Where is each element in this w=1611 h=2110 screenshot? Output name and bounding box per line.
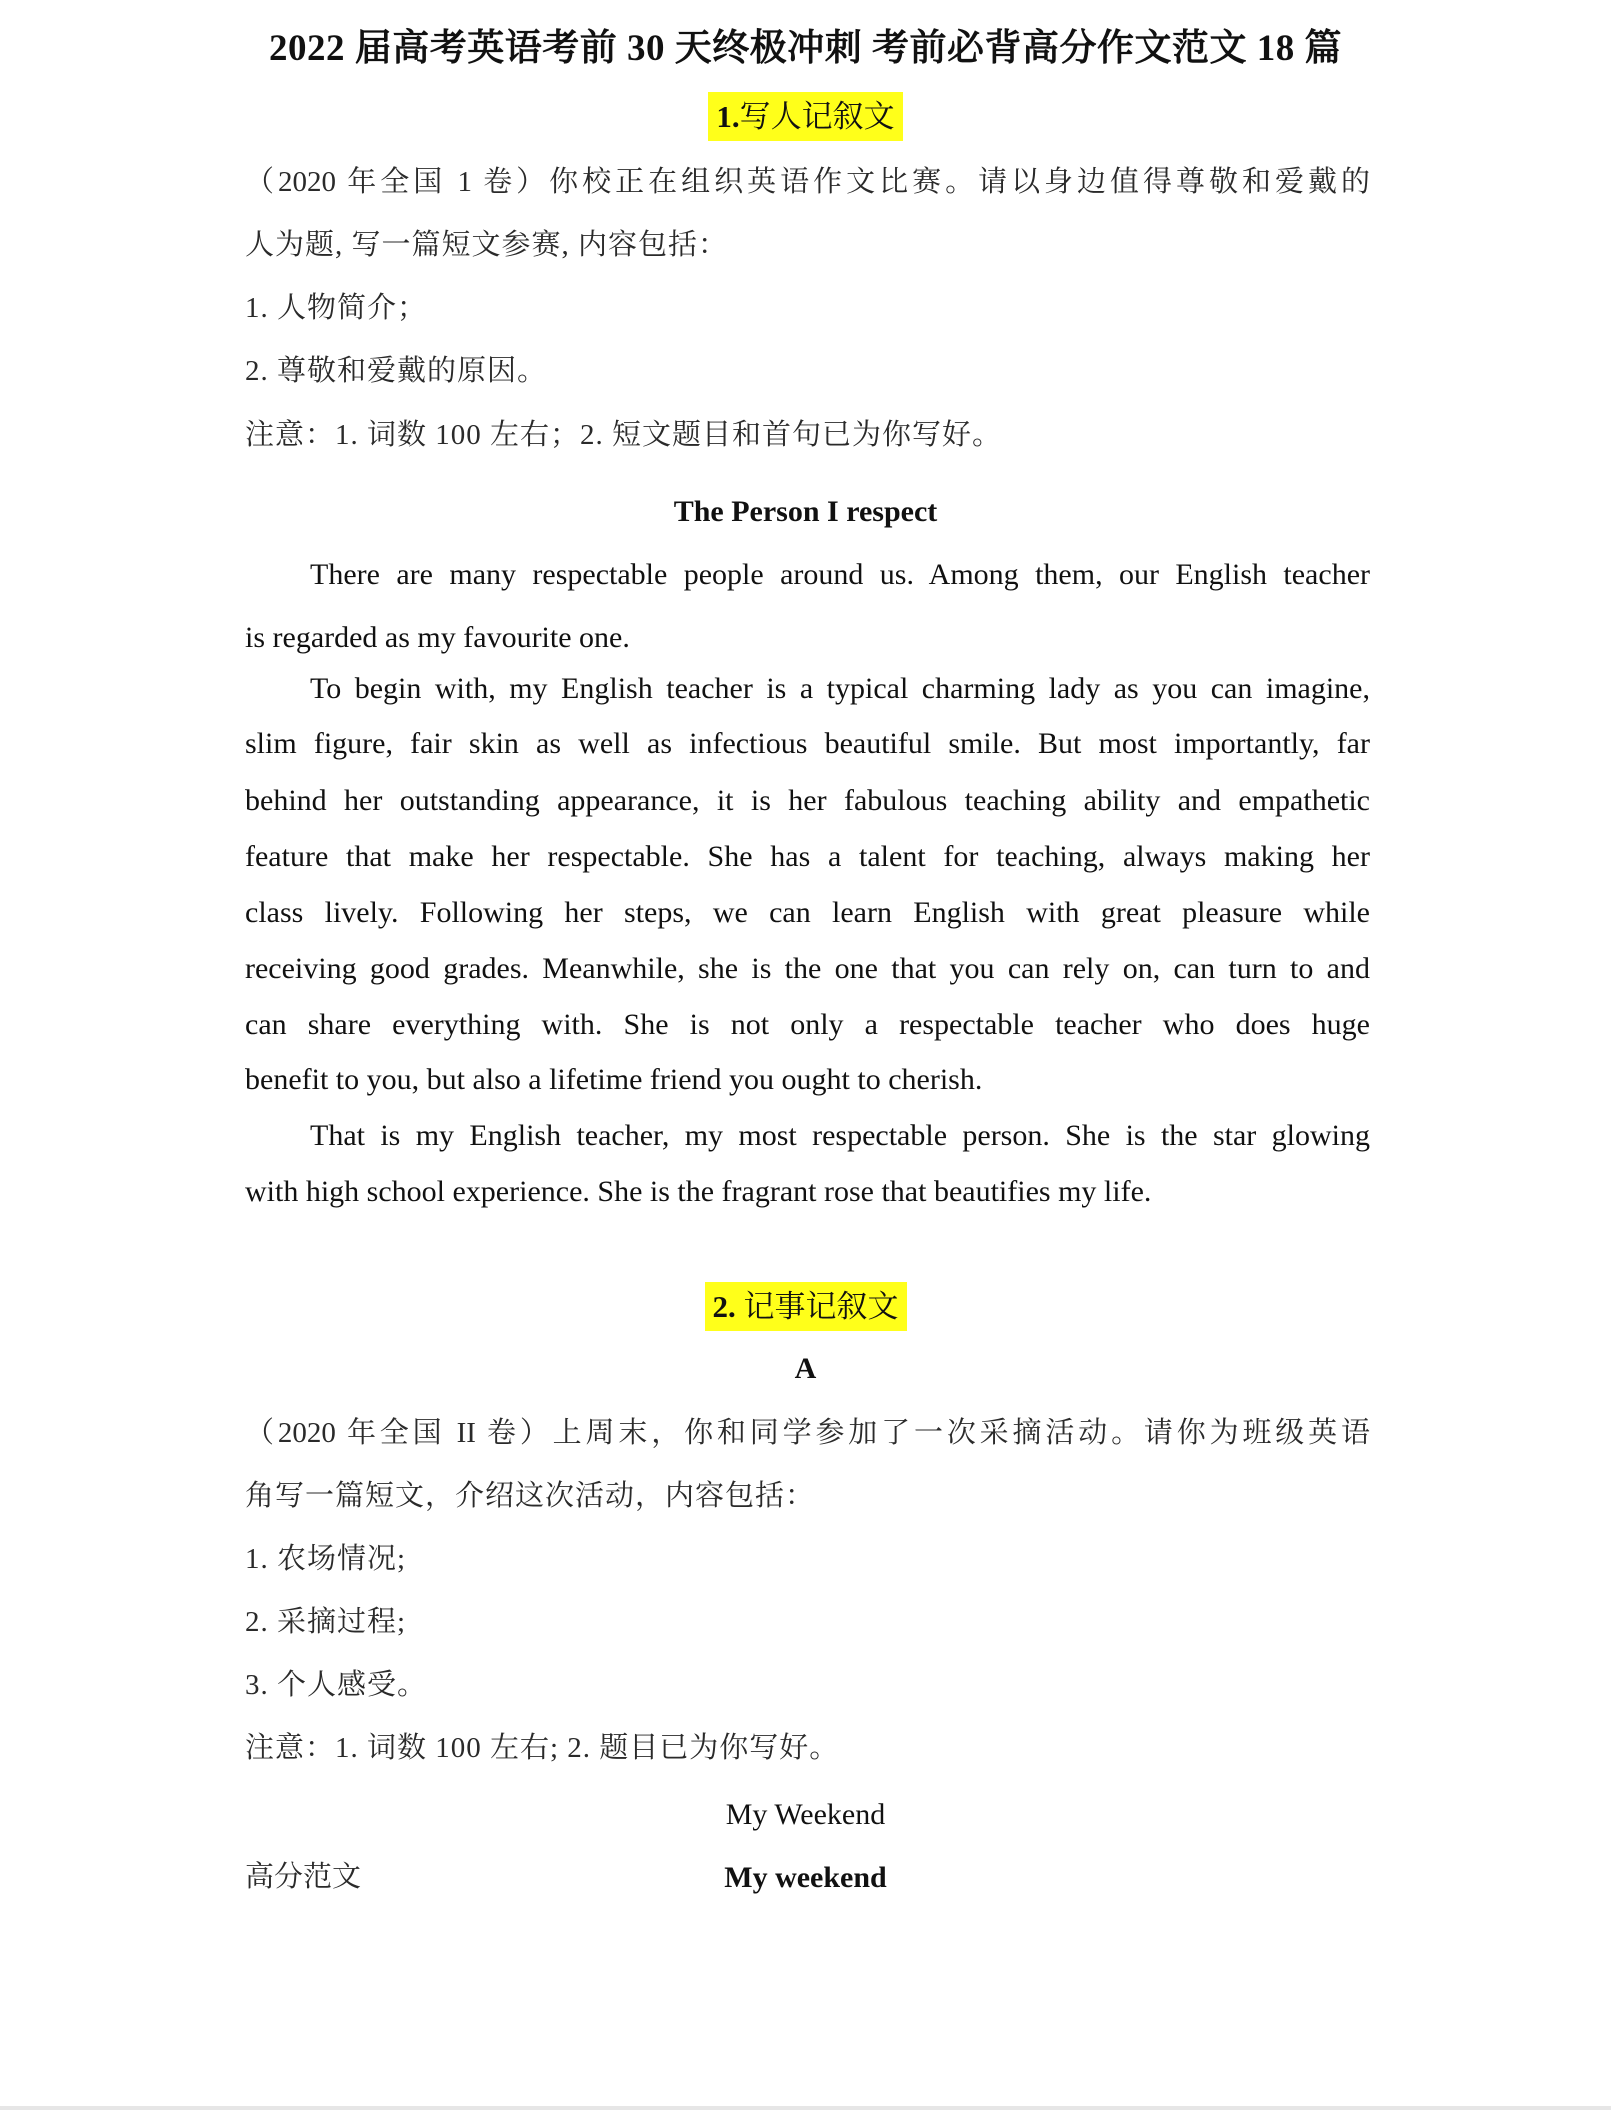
section2-heading-row <box>0 1291 1611 1322</box>
section2-note: 注意：1. 词数 100 左右; 2. 题目已为你写好。 <box>245 1732 840 1764</box>
section1-heading-text: 写人记叙文 <box>739 99 895 134</box>
essay1-line: behind her outstanding appearance, it is her fabulous teaching ability and empathetic <box>245 784 1370 817</box>
essay1-line: can share everything with. She is not only a respectable teacher who does huge <box>245 1008 1370 1041</box>
section2-given-title: My Weekend <box>725 1798 886 1831</box>
section2-subheading: A <box>794 1352 817 1385</box>
section2-requirement-1: 1. 农场情况; <box>245 1543 407 1575</box>
essay1-line: with high school experience. She is the fragrant rose that beautifies my life. <box>245 1175 1152 1208</box>
sample-essay-title: My weekend <box>724 1861 887 1894</box>
section1-note: 注意：1. 词数 100 左右；2. 短文题目和首句已为你写好。 <box>245 419 1003 451</box>
essay1-line: slim figure, fair skin as well as infectious beautiful smile. But most importantly, far <box>245 727 1370 760</box>
section2-prompt-line-2: 角写一篇短文，介绍这次活动，内容包括： <box>245 1480 816 1512</box>
section1-requirement-2: 2. 尊敬和爱戴的原因。 <box>245 355 548 387</box>
section2-requirement-2: 2. 采摘过程; <box>245 1606 407 1638</box>
section2-heading-text: 记事记叙文 <box>743 1289 899 1324</box>
section1-heading-number: 1. <box>716 99 740 134</box>
section1-requirement-1: 1. 人物简介； <box>245 292 428 324</box>
essay1-line: receiving good grades. Meanwhile, she is the one that you can rely on, can turn to and <box>245 952 1370 985</box>
essay1-line: There are many respectable people around us. Among them, our English teacher <box>310 558 1370 591</box>
section1-heading <box>708 92 902 141</box>
section2-heading-number: 2. <box>712 1289 736 1324</box>
section1-prompt-line-1: （2020 年全国 1 卷）你校正在组织英语作文比赛。请以身边值得尊敬和爱戴的 <box>245 166 1370 198</box>
section1-prompt-line-2: 人为题, 写一篇短文参赛, 内容包括： <box>245 229 729 261</box>
document-title: 2022 届高考英语考前 30 天终极冲刺 考前必背高分作文范文 18 篇 <box>269 28 1342 69</box>
essay1-line: That is my English teacher, my most respectable person. She is the star glowing <box>310 1119 1370 1152</box>
page-bottom-border <box>0 2106 1611 2110</box>
section2-requirement-3: 3. 个人感受。 <box>245 1669 428 1701</box>
sample-essay-label: 高分范文 <box>245 1861 362 1893</box>
essay1-line: class lively. Following her steps, we can learn English with great pleasure while <box>245 896 1370 929</box>
essay1-line: feature that make her respectable. She has a talent for teaching, always making her <box>245 840 1370 873</box>
essay1-line: To begin with, my English teacher is a typical charming lady as you can imagine, <box>310 672 1370 705</box>
section2-heading <box>705 1282 907 1331</box>
essay1-line: benefit to you, but also a lifetime friend you ought to cherish. <box>245 1063 983 1096</box>
section2-prompt-line-1: （2020 年全国 II 卷）上周末，你和同学参加了一次采摘活动。请你为班级英语 <box>245 1417 1370 1449</box>
essay1-title: The Person I respect <box>673 495 938 528</box>
essay1-line: is regarded as my favourite one. <box>245 621 630 654</box>
section1-heading-row <box>0 101 1611 132</box>
